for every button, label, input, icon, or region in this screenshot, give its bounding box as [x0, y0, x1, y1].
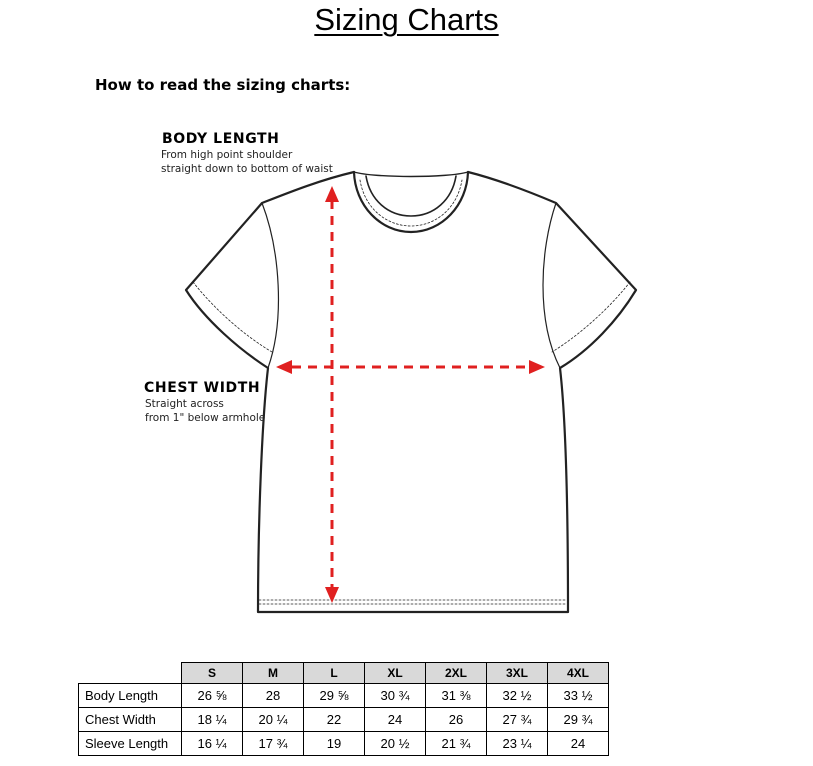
table-corner	[79, 663, 182, 684]
table-cell: 20 ½	[365, 732, 426, 756]
size-header-row	[79, 663, 609, 684]
body-length-heading: BODY LENGTH	[162, 131, 280, 147]
row-label: Sleeve Length	[79, 732, 182, 756]
page-title: Sizing Charts	[314, 2, 499, 37]
table-cell: 21 ¾	[426, 732, 487, 756]
table-cell: 18 ¼	[182, 708, 243, 732]
table-cell: 16 ¼	[182, 732, 243, 756]
table-cell: 29 ⅝	[304, 684, 365, 708]
table-cell: 31 ⅜	[426, 684, 487, 708]
table-row-chest-width	[79, 708, 609, 732]
chest-width-heading: CHEST WIDTH	[144, 380, 261, 396]
table-cell: 30 ¾	[365, 684, 426, 708]
table-cell: 24	[548, 732, 609, 756]
table-cell: 24	[365, 708, 426, 732]
table-cell: 29 ¾	[548, 708, 609, 732]
table-cell: 23 ¼	[487, 732, 548, 756]
instructions-heading: How to read the sizing charts:	[95, 76, 351, 94]
table-cell: 17 ¾	[243, 732, 304, 756]
body-length-arrow-icon	[325, 186, 339, 603]
table-cell: 19	[304, 732, 365, 756]
table-row-body-length	[79, 684, 609, 708]
size-header: 3XL	[487, 663, 548, 684]
size-header: 4XL	[548, 663, 609, 684]
chest-width-desc-2: from 1" below armhole	[145, 412, 266, 424]
table-cell: 26 ⅝	[182, 684, 243, 708]
table-cell: 27 ¾	[487, 708, 548, 732]
t-shirt-outline-icon	[186, 172, 636, 612]
chest-width-desc-1: Straight across	[145, 398, 224, 410]
body-length-desc-1: From high point shoulder	[161, 149, 293, 161]
table-cell: 22	[304, 708, 365, 732]
table-cell: 33 ½	[548, 684, 609, 708]
table-row-sleeve-length	[79, 732, 609, 756]
body-length-desc-2: straight down to bottom of waist	[161, 163, 333, 175]
size-header: S	[182, 663, 243, 684]
table-cell: 32 ½	[487, 684, 548, 708]
table-cell: 28	[243, 684, 304, 708]
row-label: Chest Width	[79, 708, 182, 732]
table-cell: 20 ¼	[243, 708, 304, 732]
size-header: M	[243, 663, 304, 684]
size-header: L	[304, 663, 365, 684]
size-header: 2XL	[426, 663, 487, 684]
table-cell: 26	[426, 708, 487, 732]
size-header: XL	[365, 663, 426, 684]
row-label: Body Length	[79, 684, 182, 708]
size-table	[78, 662, 609, 756]
chest-width-arrow-icon	[276, 360, 545, 374]
